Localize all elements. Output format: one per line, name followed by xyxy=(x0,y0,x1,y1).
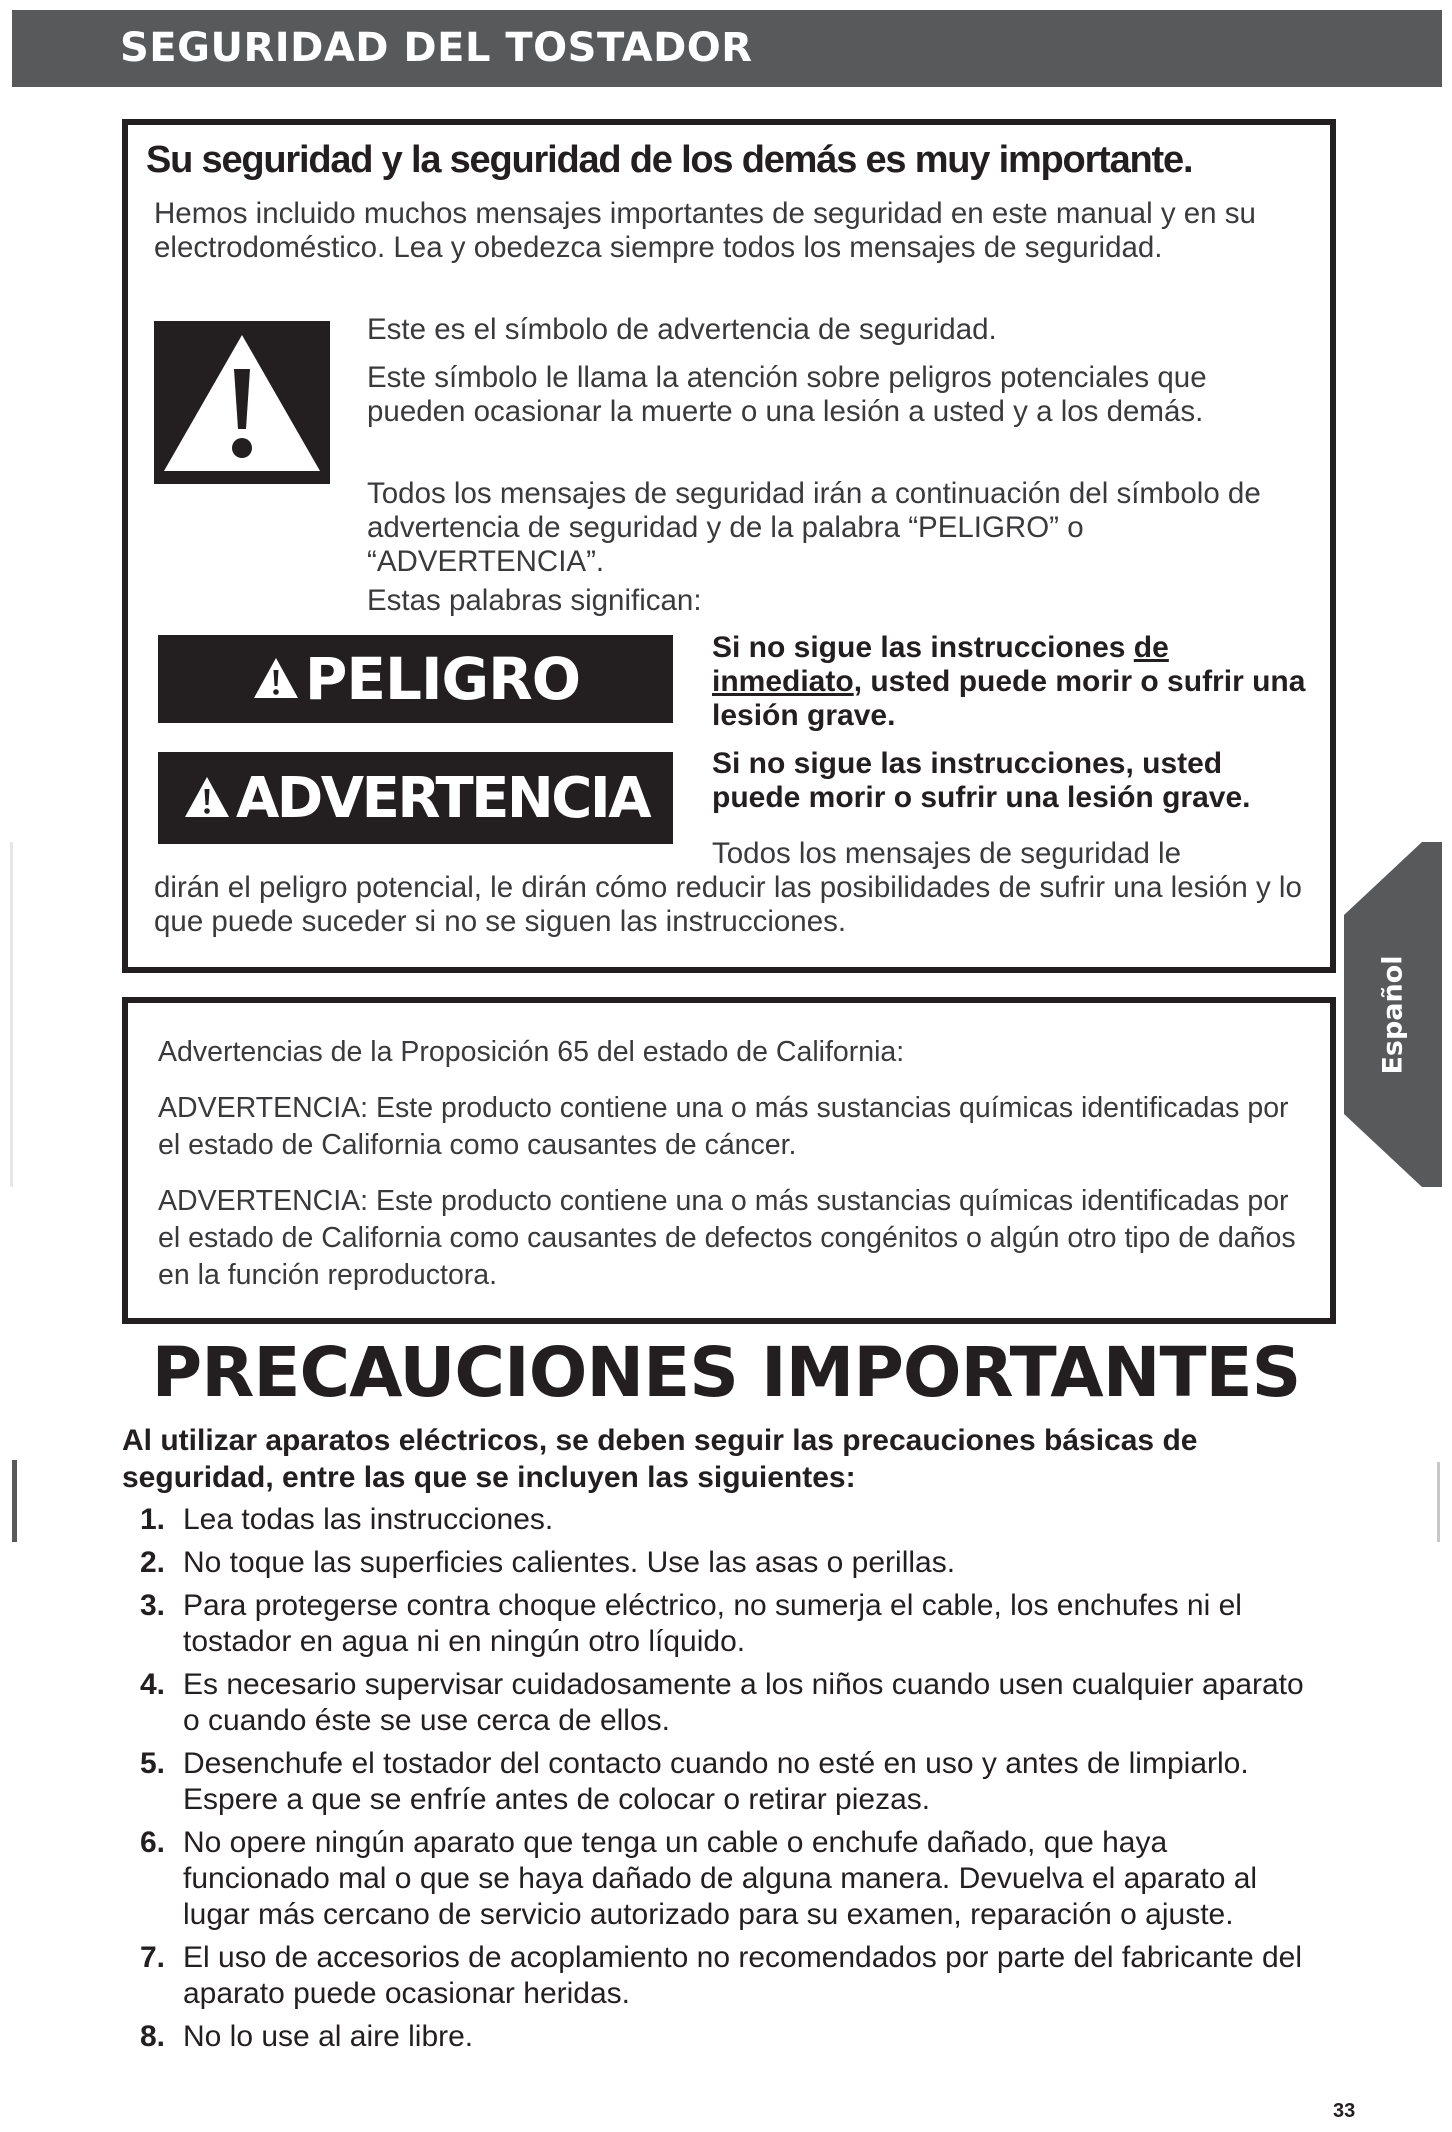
alert-triangle-icon xyxy=(182,773,232,823)
item-text: El uso de accesorios de acoplamiento no recomendados por parte del fabricante del aparato puede ocasionar heridas. xyxy=(183,1941,1303,2010)
item-text: Desenchufe el tostador del contacto cuando no esté en uso y antes de limpiarlo. Espere a que se enfríe antes de colocar o retirar piezas. xyxy=(183,1747,1249,1816)
precaution-item xyxy=(140,1667,1320,1739)
precaution-item xyxy=(140,1588,1320,1660)
item-number: 6. xyxy=(140,1826,166,1859)
warning-signal-word xyxy=(158,752,673,844)
section-header xyxy=(12,10,1442,87)
symbol-messages: Todos los mensajes de seguridad irán a continuación del símbolo de advertencia de seguridad y de la palabra “PELIGRO” o “ADVERTENCIA”. xyxy=(367,477,1261,578)
precautions-list xyxy=(140,1502,1320,2062)
prop65-warning-reproductive: ADVERTENCIA: Este producto contiene una o más sustancias químicas identificadas por el estado de California como causantes de defectos congénitos o algún otro tipo de daños en la función reproductora. xyxy=(158,1185,1296,1291)
safety-intro: Hemos incluido muchos mensajes importantes de seguridad en este manual y en su electrodoméstico. Lea y obedezca siempre todos los mensajes de seguridad. xyxy=(154,197,1256,264)
danger-description xyxy=(712,631,1312,733)
danger-text-part: Si no sigue las instrucciones xyxy=(712,631,1134,664)
item-text: No toque las superficies calientes. Use las asas o perillas. xyxy=(183,1546,956,1579)
closing-first-line: Todos los mensajes de seguridad le xyxy=(712,837,1182,870)
warning-label: ADVERTENCIA xyxy=(235,765,650,831)
precaution-item xyxy=(140,1545,1320,1581)
item-number: 2. xyxy=(140,1546,166,1579)
item-text: Para protegerse contra choque eléctrico, no sumerja el cable, los enchufes ni el tostador en agua ni en ningún otro líquido. xyxy=(183,1589,1242,1658)
item-number: 8. xyxy=(140,2020,166,2053)
item-number: 7. xyxy=(140,1941,166,1974)
item-text: Lea todas las instrucciones. xyxy=(183,1503,554,1536)
item-text: No opere ningún aparato que tenga un cable o enchufe dañado, que haya funcionado mal o que se haya dañado de alguna manera. Devuelva el aparato al lugar más cercano de servicio autorizado para su examen, reparación o ajuste. xyxy=(183,1826,1258,1931)
item-number: 5. xyxy=(140,1747,166,1780)
words-meaning: Estas palabras significan: xyxy=(367,584,702,617)
precautions-title: PRECAUCIONES IMPORTANTES xyxy=(151,1333,1301,1413)
symbol-line: Este es el símbolo de advertencia de seguridad. xyxy=(367,313,997,346)
page-number: 33 xyxy=(1333,2100,1356,2122)
danger-signal-word xyxy=(158,635,673,723)
precaution-item xyxy=(140,2019,1320,2055)
page-edge-mark xyxy=(12,1460,17,1542)
language-tab xyxy=(1344,842,1442,1187)
prop65-warning-cancer: ADVERTENCIA: Este producto contiene una o más sustancias químicas identificadas por el estado de California como causantes de cáncer. xyxy=(158,1092,1289,1161)
warning-description: Si no sigue las instrucciones, usted puede morir o sufrir una lesión grave. xyxy=(712,747,1251,814)
precaution-item xyxy=(140,1746,1320,1818)
prop65-box xyxy=(122,997,1336,1324)
safety-closing xyxy=(154,837,1314,939)
item-number: 3. xyxy=(140,1589,166,1622)
precaution-item xyxy=(140,1502,1320,1538)
danger-text-underlined: de inmediato xyxy=(712,631,1169,698)
precaution-item xyxy=(140,1940,1320,2012)
page-edge-mark xyxy=(10,842,13,1187)
warning-triangle-icon xyxy=(154,321,330,484)
safety-heading: Su seguridad y la seguridad de los demás es muy importante. xyxy=(146,139,1193,181)
item-number: 4. xyxy=(140,1668,166,1701)
item-text: Es necesario supervisar cuidadosamente a los niños cuando usen cualquier aparato o cuando éste se use cerca de ellos. xyxy=(183,1668,1304,1737)
precautions-lead: Al utilizar aparatos eléctricos, se deben seguir las precauciones básicas de seguridad, entre las que se incluyen las siguientes: xyxy=(122,1424,1198,1494)
section-title: SEGURIDAD DEL TOSTADOR xyxy=(120,25,753,71)
item-number: 1. xyxy=(140,1503,166,1536)
closing-rest: dirán el peligro potencial, le dirán cómo reducir las posibilidades de sufrir una lesión y lo que puede suceder si no se siguen las instrucciones. xyxy=(154,871,1302,938)
precaution-item xyxy=(140,1825,1320,1933)
item-text: No lo use al aire libre. xyxy=(183,2020,474,2053)
prop65-title: Advertencias de la Proposición 65 del estado de California: xyxy=(158,1036,905,1068)
language-tab-label: Español xyxy=(1377,954,1409,1075)
symbol-description: Este símbolo le llama la atención sobre peligros potenciales que pueden ocasionar la muerte o una lesión a usted y a los demás. xyxy=(367,361,1207,428)
alert-triangle-icon xyxy=(251,654,301,704)
safety-box xyxy=(122,119,1336,973)
danger-label: PELIGRO xyxy=(304,645,581,713)
page-edge-mark xyxy=(1437,1462,1440,1542)
danger-text-part: , usted puede morir o sufrir una lesión grave. xyxy=(712,665,1306,732)
